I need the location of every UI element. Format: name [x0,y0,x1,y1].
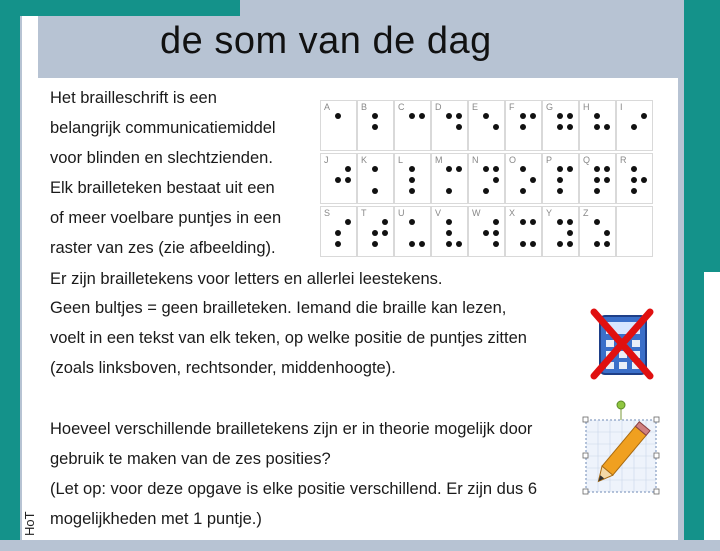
braille-letter-label: E [472,102,479,112]
braille-cell [431,100,468,151]
braille-cell [542,206,579,257]
paragraph1-line: raster van zes (zie afbeelding). [50,239,276,257]
braille-cell [505,100,542,151]
paragraph2-line: gebruik te maken van de zes posities? [50,450,331,468]
braille-cell [579,100,616,151]
braille-cell [431,153,468,204]
braille-letter-label: J [324,155,329,165]
braille-dot [631,166,637,172]
braille-cell [357,153,394,204]
braille-dot [567,219,573,225]
right-accent-bar-upper [704,0,720,272]
braille-cell [394,153,431,204]
braille-dot [419,241,425,247]
braille-dot [446,230,452,236]
braille-cell [394,100,431,151]
right-white-block [704,272,720,540]
braille-dot [419,113,425,119]
braille-letter-label: O [509,155,517,165]
braille-cell [616,153,653,204]
braille-dot [604,177,610,183]
paragraph1-line: voor blinden en slechtzienden. [50,149,273,167]
braille-dot [594,166,600,172]
braille-dot [604,124,610,130]
braille-dot [493,166,499,172]
braille-dot [567,166,573,172]
braille-dot [557,177,563,183]
braille-letter-label: G [546,102,554,112]
calculator-crossed-icon [590,308,654,380]
braille-dot [631,177,637,183]
braille-dot [409,113,415,119]
braille-letter-label: M [435,155,443,165]
braille-dot [520,241,526,247]
right-accent-bar [684,0,704,540]
braille-dot [372,166,378,172]
braille-dot [493,124,499,130]
braille-cell [320,206,357,257]
braille-dot [520,113,526,119]
braille-dot [493,177,499,183]
braille-dot [493,230,499,236]
braille-dot [409,177,415,183]
braille-cell [579,206,616,257]
braille-dot [530,113,536,119]
braille-dot [483,188,489,194]
braille-letter-label: H [583,102,590,112]
braille-dot [530,177,536,183]
braille-dot [604,241,610,247]
braille-cell [468,206,505,257]
braille-dot [456,113,462,119]
braille-cell [357,100,394,151]
braille-cell [468,153,505,204]
braille-dot [594,188,600,194]
braille-cell [616,100,653,151]
braille-dot [557,188,563,194]
braille-letter-label: B [361,102,368,112]
braille-dot [456,166,462,172]
braille-letter-label: F [509,102,515,112]
braille-cell [357,206,394,257]
braille-dot [641,113,647,119]
braille-dot [604,166,610,172]
braille-dot [530,219,536,225]
paragraph2-line: (Let op: voor deze opgave is elke positie verschillend. Er zijn dus 6 [50,480,538,498]
paragraph1-line: of meer voelbare puntjes in een [50,209,282,227]
braille-dot [446,166,452,172]
braille-dot [594,124,600,130]
braille-dot [372,113,378,119]
braille-cell [505,153,542,204]
braille-letter-label: K [361,155,368,165]
braille-dot [520,166,526,172]
braille-letter-label: D [435,102,442,112]
braille-dot [409,166,415,172]
paragraph1-line: Er zijn brailletekens voor letters en allerlei leestekens. [50,270,443,288]
braille-letter-label: R [620,155,627,165]
braille-dot [483,230,489,236]
braille-dot [631,124,637,130]
braille-letter-label: V [435,208,442,218]
braille-cell [320,153,357,204]
braille-cell [616,206,653,257]
braille-letter-label: S [324,208,331,218]
braille-dot [631,188,637,194]
braille-dot [409,219,415,225]
braille-dot [446,241,452,247]
braille-dot [530,241,536,247]
braille-cell [468,100,505,151]
braille-dot [446,113,452,119]
braille-letter-label: L [398,155,404,165]
braille-letter-label: C [398,102,405,112]
paragraph1-line: Het brailleschrift is een [50,89,217,107]
page-title: de som van de dag [160,20,492,62]
braille-dot [604,230,610,236]
braille-dot [446,219,452,225]
braille-dot [456,124,462,130]
braille-cell [394,206,431,257]
braille-dot [372,241,378,247]
braille-dot [335,113,341,119]
paragraph2-line: Hoeveel verschillende brailletekens zijn er in theorie mogelijk door [50,420,533,438]
paragraph1-line: (zoals linksboven, rechtsonder, middenhoogte). [50,359,396,377]
braille-letter-label: Q [583,155,591,165]
braille-letter-label: Y [546,208,553,218]
braille-cell [320,100,357,151]
braille-dot [594,177,600,183]
braille-dot [345,177,351,183]
braille-dot [345,166,351,172]
braille-dot [335,241,341,247]
braille-letter-label: N [472,155,479,165]
braille-dot [382,230,388,236]
braille-letter-label: U [398,208,405,218]
braille-cell [542,153,579,204]
braille-dot [372,124,378,130]
braille-dot [382,219,388,225]
braille-letter-label: X [509,208,516,218]
braille-dot [456,241,462,247]
paragraph2-line: mogelijkheden met 1 puntje.) [50,510,262,528]
braille-letter-label: T [361,208,367,218]
paragraph1-line: Geen bultjes = geen brailleteken. Iemand die braille kan lezen, [50,299,507,317]
braille-dot [594,219,600,225]
braille-dot [335,230,341,236]
braille-dot [641,177,647,183]
braille-dot [594,113,600,119]
braille-dot [446,188,452,194]
left-accent-bar [0,0,20,540]
top-accent-bar [20,0,240,16]
pencil-icon [582,400,660,496]
braille-dot [557,219,563,225]
braille-letter-label: P [546,155,553,165]
braille-dot [409,188,415,194]
braille-dot [557,113,563,119]
braille-letter-label: W [472,208,481,218]
braille-dot [345,219,351,225]
braille-dot [493,241,499,247]
braille-alphabet-table [320,100,660,260]
braille-letter-label: A [324,102,331,112]
braille-dot [372,230,378,236]
braille-dot [520,188,526,194]
braille-dot [594,241,600,247]
braille-dot [567,241,573,247]
braille-dot [493,219,499,225]
braille-dot [567,113,573,119]
paragraph1-line: belangrijk communicatiemiddel [50,119,276,137]
braille-cell [542,100,579,151]
braille-dot [372,188,378,194]
braille-cell [505,206,542,257]
braille-dot [409,241,415,247]
braille-dot [483,166,489,172]
braille-dot [567,124,573,130]
braille-cell [579,153,616,204]
left-white-strip [22,16,38,540]
braille-cell [431,206,468,257]
braille-dot [567,230,573,236]
braille-dot [557,124,563,130]
paragraph1-line: Elk brailleteken bestaat uit een [50,179,275,197]
braille-dot [557,166,563,172]
braille-dot [335,177,341,183]
braille-letter-label: I [620,102,623,112]
braille-dot [483,113,489,119]
braille-dot [520,124,526,130]
side-label: HoT [22,511,37,536]
braille-dot [520,219,526,225]
paragraph1-line: voelt in een tekst van elk teken, op welke positie de puntjes zitten [50,329,527,347]
braille-letter-label: Z [583,208,589,218]
braille-dot [557,241,563,247]
